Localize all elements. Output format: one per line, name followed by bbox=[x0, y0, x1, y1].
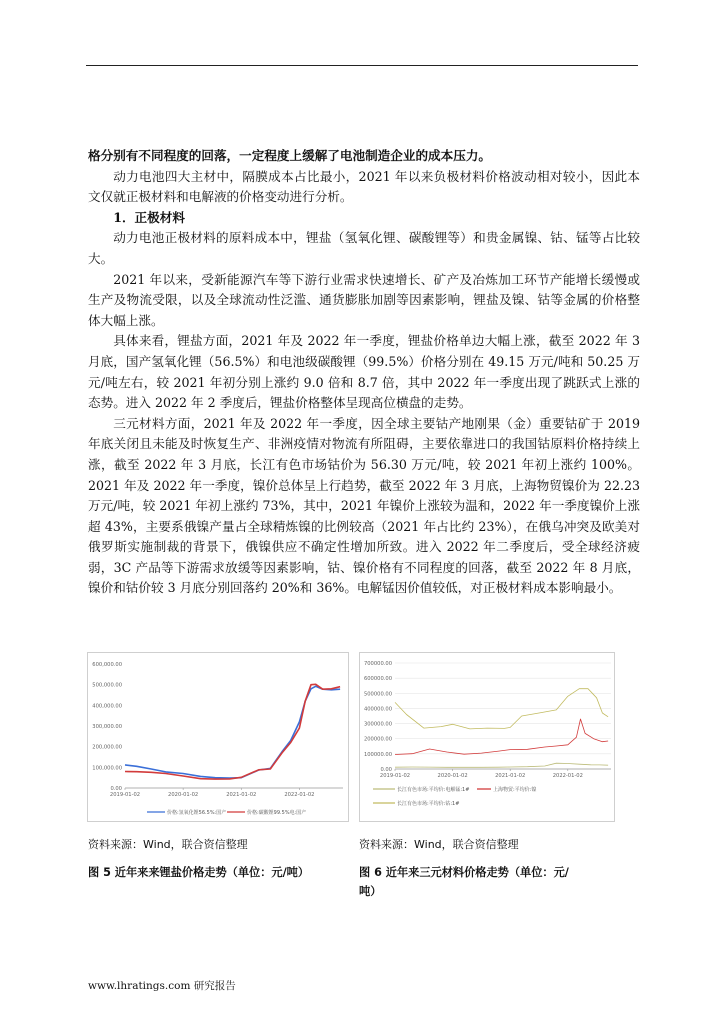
ternary-chart bbox=[359, 652, 615, 822]
y-tick-label: 200,000.00 bbox=[92, 744, 122, 751]
y-tick-label: 600,000.00 bbox=[92, 662, 122, 668]
page-footer bbox=[88, 978, 236, 993]
y-tick-label: 400000.00 bbox=[363, 706, 392, 713]
x-tick-label: 2021-01-02 bbox=[495, 773, 526, 779]
paragraph-6: 三元材料方面，2021 年及 2022 年一季度，因全球主要钴产地刚果（金）重要钴矿于 2019 年底关闭且未能及时恢复生产、非洲疫情对物流有所阻碍，主要依靠进口的我国钴原料价格持续上涨，截至 2022 年 3 月底，长江有色市场钴价为 56.30 万元/吨，较 2021 年初上涨约 100%。2021 年及 2022 年一季度，镍价总体呈上行趋势，截至 2022 年 3 月底，上海物贸镍价为 22.23 万元/吨，较 2021 年初上涨约 73%，其中，2021 年镍价上涨较为温和，2022 年一季度镍价上涨超 43%，主要系俄镍产量占全球精炼镍的比例较高（2021 年占比约 23%），在俄乌冲突及欧美对俄罗斯实施制裁的背景下，俄镍供应不确定性增加所致。进入 2022 年二季度后，受全球经济疲弱，3C 产品等下游需求放缓等因素影响，钴、镍价格有不同程度的回落，截至 2022 年 8 月底，镍价和钴价较 3 月底分别回落约 20%和 36%。电解锰因价值较低，对正极材料成本影响最小。 bbox=[88, 415, 640, 596]
footer-label: 研究报告 bbox=[193, 980, 236, 992]
lithium-chart-svg bbox=[87, 652, 349, 822]
header-rule bbox=[86, 65, 638, 66]
footer-site: www.lhratings.com bbox=[88, 980, 191, 992]
left-figure-caption: 图 5 近年来来锂盐价格走势（单位：元/吨） bbox=[88, 866, 310, 879]
y-tick-label: 0.00 bbox=[380, 767, 392, 773]
y-tick-label: 700000.00 bbox=[363, 661, 392, 667]
left-figure-source: 资料来源：Wind，联合资信整理 bbox=[88, 838, 248, 851]
y-tick-label: 600000.00 bbox=[363, 676, 392, 683]
y-tick-label: 500000.00 bbox=[363, 691, 392, 698]
legend-label: 上海物贸:平均价:镍 bbox=[493, 787, 537, 793]
x-tick-label: 2022-01-02 bbox=[284, 792, 315, 798]
right-figure-source: 资料来源：Wind，联合资信整理 bbox=[359, 838, 519, 851]
y-tick-label: 300000.00 bbox=[363, 721, 392, 728]
y-tick-label: 100,000.00 bbox=[92, 765, 122, 772]
y-tick-label: 400,000.00 bbox=[92, 703, 122, 710]
legend-label: 价格:氢氧化锂56.5%:国产 bbox=[167, 810, 227, 816]
y-tick-label: 500,000.00 bbox=[92, 682, 122, 689]
legend-label: 长江有色市场:平均价:电解锰:1# bbox=[397, 787, 470, 793]
x-tick-label: 2020-01-02 bbox=[168, 792, 199, 798]
x-tick-label: 2020-01-02 bbox=[437, 773, 468, 779]
right-figure-caption-line2: 吨） bbox=[359, 885, 382, 898]
x-tick-label: 2021-01-02 bbox=[226, 792, 257, 798]
paragraph-2: 动力电池四大主材中，隔膜成本占比最小，2021 年以来负极材料价格波动相对较小，因此本文仅就正极材料和电解液的价格变动进行分析。 bbox=[88, 168, 640, 205]
x-tick-label: 2019-01-02 bbox=[109, 792, 141, 798]
y-tick-label: 100000.00 bbox=[363, 751, 392, 758]
paragraph-1: 格分别有不同程度的回落，一定程度上缓解了电池制造企业的成本压力。 bbox=[88, 148, 491, 163]
x-tick-label: 2019-01-02 bbox=[379, 773, 411, 779]
lithium-chart bbox=[87, 652, 349, 822]
section-heading: 1．正极材料 bbox=[113, 209, 185, 225]
right-figure-caption-line1: 图 6 近年来三元材料价格走势（单位：元/ bbox=[359, 866, 569, 879]
y-tick-label: 300,000.00 bbox=[92, 724, 122, 730]
body-text bbox=[88, 146, 640, 599]
y-tick-label: 200000.00 bbox=[363, 736, 392, 743]
paragraph-4: 2021 年以来，受新能源汽车等下游行业需求快速增长、矿产及冶炼加工环节产能增长缓慢或生产及物流受限，以及全球流动性泛滥、通货膨胀加剧等因素影响，锂盐及镍、钴等金属的价格整体大幅上涨。 bbox=[88, 271, 640, 328]
y-tick-label: 0.00 bbox=[110, 786, 122, 792]
x-tick-label: 2022-01-02 bbox=[552, 773, 583, 779]
legend-label: 价格:碳酸锂99.5%电:国产 bbox=[247, 810, 307, 816]
paragraph-5: 具体来看，锂盐方面，2021 年及 2022 年一季度，锂盐价格单边大幅上涨，截至 2022 年 3 月底，国产氢氧化锂（56.5%）和电池级碳酸锂（99.5%）价格分别在 49.15 万元/吨和 50.25 万元/吨左右，较 2021 年初分别上涨约 9.0 倍和 8.7 倍，其中 2022 年一季度出现了跳跃式上涨的态势。进入 2022 年 2 季度后，锂盐价格整体呈现高位横盘的走势。 bbox=[88, 333, 640, 411]
right-figure-caption bbox=[359, 863, 621, 901]
legend-label: 长江有色市场:平均价:钴:1# bbox=[397, 801, 460, 807]
ternary-chart-svg bbox=[359, 652, 615, 822]
paragraph-3: 动力电池正极材料的原料成本中，锂盐（氢氧化锂、碳酸锂等）和贵金属镍、钴、锰等占比较大。 bbox=[88, 230, 640, 266]
